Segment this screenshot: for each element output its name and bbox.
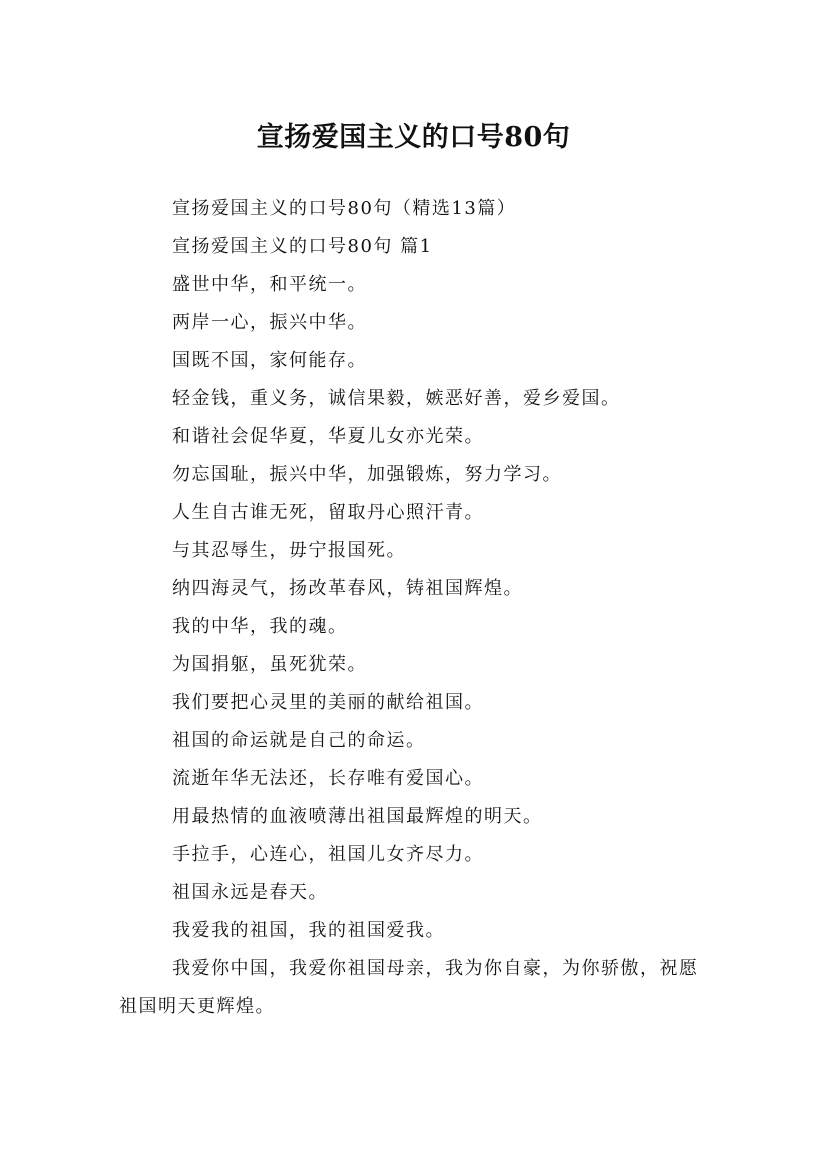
paragraph: 我们要把心灵里的美丽的献给祖国。	[172, 692, 484, 713]
paragraph: 用最热情的血液喷薄出祖国最辉煌的明天。	[172, 806, 543, 827]
paragraph: 祖国永远是春天。	[172, 882, 328, 903]
paragraph: 纳四海灵气，扬改革春风，铸祖国辉煌。	[172, 578, 523, 599]
paragraph: 和谐社会促华夏，华夏儿女亦光荣。	[172, 426, 484, 447]
paragraph: 国既不国，家何能存。	[172, 350, 367, 371]
document-title: 宣扬爱国主义的口号80句	[256, 122, 571, 154]
paragraph: 与其忍辱生，毋宁报国死。	[172, 540, 406, 561]
paragraph: 人生自古谁无死，留取丹心照汗青。	[172, 502, 484, 523]
paragraph: 宣扬爱国主义的口号80句（精选13篇）	[172, 198, 517, 219]
paragraph: 我爱你中国，我爱你祖国母亲，我为你自豪，为你骄傲，祝愿祖国明天更辉煌。	[119, 958, 699, 1017]
paragraph: 我的中华，我的魂。	[172, 616, 348, 637]
paragraph: 为国捐躯，虽死犹荣。	[172, 654, 367, 675]
paragraph: 手拉手，心连心，祖国儿女齐尽力。	[172, 844, 484, 865]
paragraph: 我爱我的祖国，我的祖国爱我。	[172, 920, 445, 941]
paragraph: 两岸一心，振兴中华。	[172, 312, 367, 333]
paragraph: 流逝年华无法还，长存唯有爱国心。	[172, 768, 484, 789]
document-body	[119, 190, 711, 1026]
paragraph: 轻金钱，重义务，诚信果毅，嫉恶好善，爱乡爱国。	[172, 388, 621, 409]
paragraph: 宣扬爱国主义的口号80句 篇1	[172, 236, 433, 257]
paragraph: 勿忘国耻，振兴中华，加强锻炼，努力学习。	[172, 464, 562, 485]
paragraph: 盛世中华，和平统一。	[172, 274, 367, 295]
paragraph: 祖国的命运就是自己的命运。	[172, 730, 426, 751]
